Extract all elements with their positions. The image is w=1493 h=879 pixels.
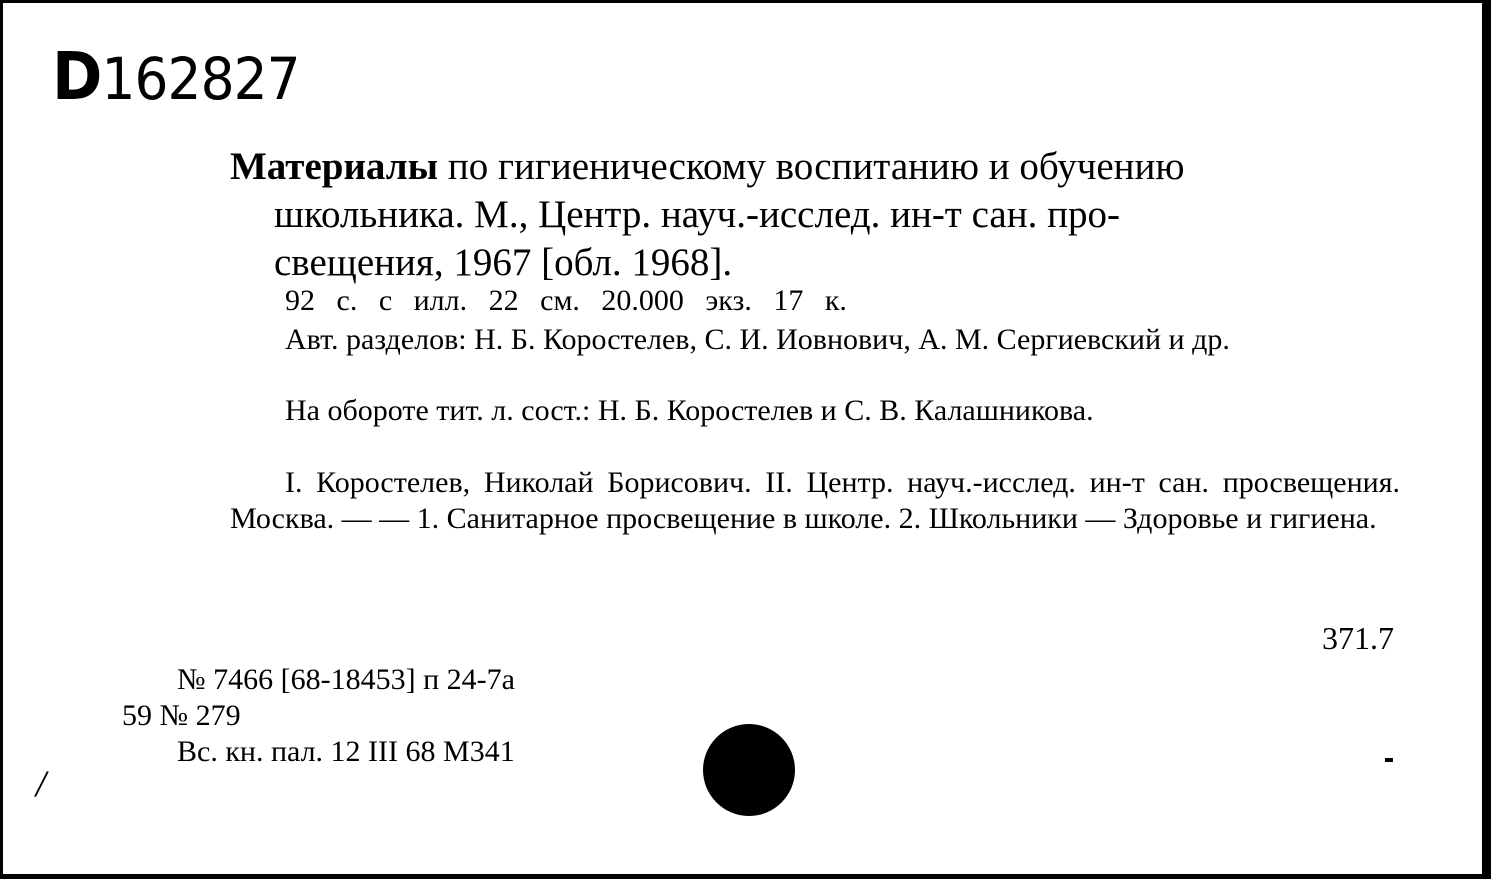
- verso-note: На обороте тит. л. сост.: Н. Б. Коростелев и С. В. Калашникова.: [285, 394, 1094, 427]
- title-line-1: [230, 143, 1400, 191]
- title-line-2: школьника. М., Центр. науч.-исслед. ин-т сан. про-: [274, 193, 1120, 236]
- margin-mark: /: [32, 760, 51, 807]
- title-bold: Материалы: [230, 145, 439, 188]
- ink-speck: [1385, 758, 1393, 762]
- punch-hole: [703, 724, 795, 816]
- call-number: [52, 38, 300, 115]
- accession-line-1: № 7466 [68-18453] п 24-7а: [177, 663, 515, 696]
- title-block: [230, 143, 1400, 287]
- accession-line-3: Вс. кн. пал. 12 III 68 М341: [177, 735, 515, 768]
- title-line1-rest: по гигиеническому воспитанию и обучению: [438, 145, 1185, 188]
- physical-description: 92 с. с илл. 22 см. 20.000 экз. 17 к.: [285, 284, 847, 317]
- accession-line-2: 59 № 279: [122, 699, 241, 732]
- call-letter: D: [52, 38, 102, 115]
- call-digits: 162827: [101, 45, 300, 113]
- authors-note: Авт. разделов: Н. Б. Коростелев, С. И. Иовнович, А. М. Сергиевский и др.: [285, 323, 1230, 356]
- subject-headings: I. Коростелев, Николай Борисович. II. Центр. науч.-исслед. ин-т сан. просвещения. Москва. — — 1. Санитарное просвещение в школе. 2. Школьники — Здоровье и гигиена.: [230, 466, 1400, 535]
- title-line-3: свещения, 1967 [обл. 1968].: [274, 241, 733, 284]
- classification-number: 371.7: [1322, 620, 1394, 656]
